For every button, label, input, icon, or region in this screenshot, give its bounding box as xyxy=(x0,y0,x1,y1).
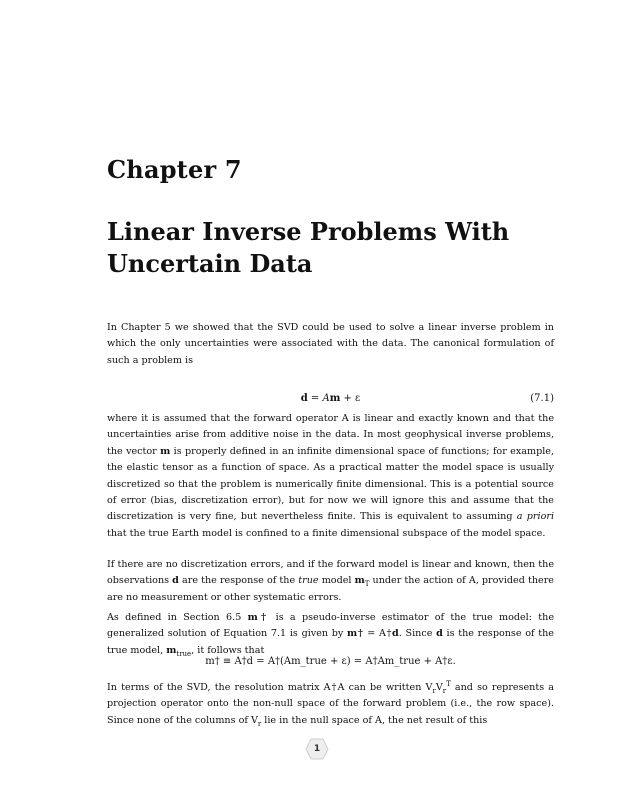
paragraph-intro xyxy=(107,320,554,369)
paragraph-no-errors: If there are no discretization errors, and if the forward model is linear and known, then the observations d are the response of the true model $m_T$ under the action of A, provided there are no measurement or other systematic errors. xyxy=(107,559,554,603)
paragraph-assumptions: where it is assumed that the forward operator A is linear and exactly known and that the uncertainties arise from additive noise in the data. In most geophysical inverse problems, the vector m is properly defined in an infinite dimensional space of functions; for example, the elastic tensor as a function of space. As a practical matter the model space is usually discretized so that the problem is numerically finite dimensional. This is a potential source of error (bias, discretization error), but for now we will ignore this and assume that the discretization is very fine, but nevertheless finite. This is equivalent to assuming a priori that the true Earth model is confined to a finite dimensional subspace of the model space. xyxy=(107,413,555,539)
equation-pseudo-inverse: m† ≡ A†d = A†(Am_true + ε) = A†Am_true + A†ε. xyxy=(205,656,456,667)
equation-number: (7.1) xyxy=(530,393,554,404)
page-number-badge xyxy=(305,738,329,760)
equation-7-1-expression: d = Am + ε xyxy=(300,393,361,404)
page-number: 1 xyxy=(313,744,321,754)
paragraph-intro-text: In Chapter 5 we showed that the SVD could be used to solve a linear inverse problem in which the only uncertainties were associated with the data. The canonical formulation of such a problem is xyxy=(107,322,554,366)
equation-7-1 xyxy=(107,393,554,409)
chapter-label: Chapter 7 xyxy=(107,155,242,184)
paragraph-svd-resolution: In terms of the SVD, the resolution matrix A†A can be written $V_rV_r^T$ and so represents a projection operator onto the non-null space of the forward problem (i.e., the row space). Since none of the columns of $V_r$ lie in the null space of A, the net result of this xyxy=(107,679,554,728)
paragraph-pseudo-inverse: As defined in Section 6.5 m† is a pseudo-inverse estimator of the true model: the generalized solution of Equation 7.1 is given by m† = A†d. Since d is the response of the true model, $m_{true}$, it follows that xyxy=(107,612,555,658)
chapter-title: Linear Inverse Problems With Uncertain Data xyxy=(107,217,510,278)
